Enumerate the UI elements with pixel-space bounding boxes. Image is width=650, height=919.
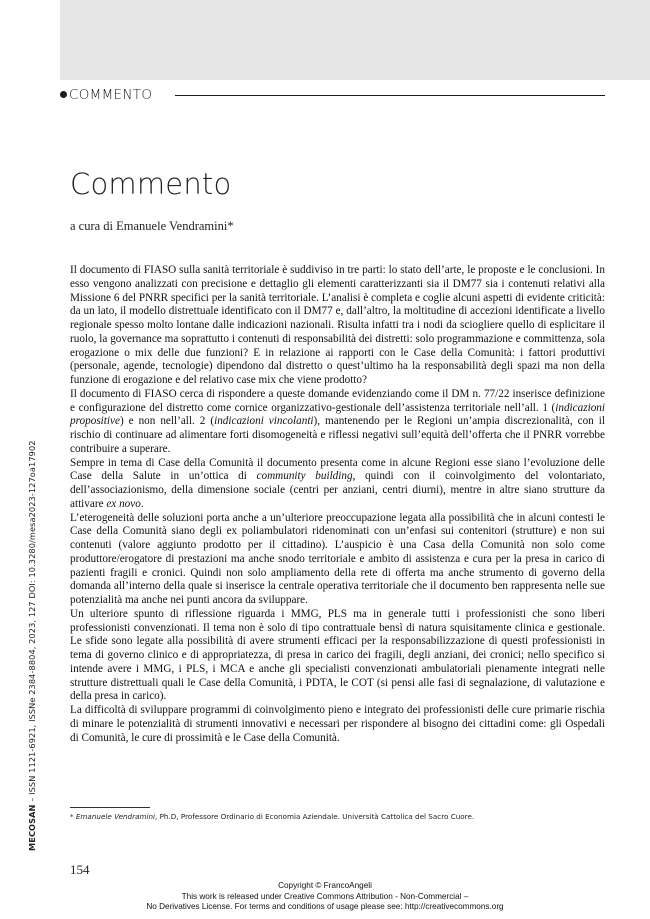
- paragraph-text: La difficoltà di sviluppare programmi di coinvolgimento pieno e integrato dei professionisti delle cure primarie rischia di minare le potenzialità di strumenti innovativi e necessari per rispondere al bisogno dei cittadini come: gli Ospedali di Comunità, le cure di prossimità e le Case della Comunità.: [70, 704, 605, 744]
- emphasis-text: community building: [256, 470, 353, 483]
- page-number: 154: [70, 862, 90, 877]
- footnote-divider: [70, 807, 150, 808]
- paragraph-text: ) e non nell’all. 2 (: [119, 415, 215, 428]
- emphasis-text: indicazioni vincolanti: [214, 415, 314, 428]
- section-divider: [175, 95, 605, 96]
- section-header: [60, 86, 605, 104]
- body-paragraph: [70, 512, 605, 608]
- body-paragraph: [70, 457, 605, 512]
- paragraph-text: , quindi con il coinvolgimento del volontariato, dell’associazionismo, della dimensione sociale (centri per anziani, centri diurni), mentre in altre siano strutture da attivare: [70, 470, 605, 510]
- journal-citation: [27, 440, 37, 851]
- journal-name: MECOSAN: [27, 804, 37, 851]
- body-paragraph: [70, 608, 605, 704]
- footnote: [70, 812, 605, 821]
- paragraph-text: Un ulteriore spunto di riflessione riguarda i MMG, PLS ma in generale tutti i professionisti che sono liberi professionisti convenzionati. Il tema non è solo di tipo contrattuale bensì di natura squisitamente clinica e gestionale. Le sfide sono legate alla possibilità di avere strumenti efficaci per la responsabilizzazione di questi professionisti in tema di governo clinico e di appropriatezza, di presa in carico dei fragili, degli anziani, dei cronici; nello specifico si intende avere i MMG, i PLS, i MCA e anche gli specialisti convenzionati ambulatoriali pienamente integrati nelle strutture distrettuali quali le Case della Comunità, i PDTA, le COT (si pensi alle fasi di segnalazione, di valutazione e della presa in carico).: [70, 607, 605, 703]
- paragraph-text: .: [140, 497, 144, 510]
- article-body: [70, 264, 605, 745]
- copyright-line: Copyright © FrancoAngeli: [278, 881, 372, 890]
- footnote-author: Emanuele Vendramini: [75, 812, 156, 821]
- bullet-icon: [60, 91, 67, 98]
- body-paragraph: [70, 704, 605, 745]
- paragraph-text: Sempre in tema di Case della Comunità il documento presenta come in alcune Regioni esse siano l’evoluzione delle Case della Salute in un’ottica di: [70, 456, 605, 483]
- paragraph-text: Il documento di FIASO cerca di rispondere a queste domande evidenziando come il DM n. 77/22 inserisce definizione e configurazione del distretto come cornice organizzativo-gestionale dell’assistenza territoriale nell’all. 1 (: [70, 387, 605, 414]
- paragraph-text: L’eterogeneità delle soluzioni porta anche a un’ulteriore preoccupazione legata alla possibilità che in alcuni contesti le Case della Comunità siano degli ex poliambulatori ridenominati con un’enfasi sui contenitori (strutture) e non sui contenuti (valore aggiunto prodotto per il cittadino). L’auspicio è una Casa della Comunità non solo come produttore/erogatore di prestazioni ma anche snodo territoriale e ambito di assistenza e cura per la presa in carico di pazienti fragili e cronici. Quindi non solo ampliamento della rete di offerta ma anche strumento di governo della domanda all’interno della quale si inserisce la centrale operativa territoriale che il documento ben rappresenta nelle sue potenzialità ma anche nei punti ancora da sviluppare.: [70, 511, 605, 606]
- emphasis-text: indicazioni propositive: [70, 401, 605, 428]
- paragraph-text: ), mantenendo per le Regioni un’ampia discrezionalità, con il rischio di continuare ad alimentare forti disomogeneità e riflessi negativi sull’equità dell’offerta che il PNRR vorrebbe contribuire a superare.: [70, 415, 605, 455]
- license-line: This work is released under Creative Commons Attribution - Non-Commercial –: [181, 891, 469, 901]
- journal-info: – ISSN 1121-6921, ISSNe 2384-8804, 2023, 127 DOI: 10.3280/mesa2023-127oa17902: [27, 440, 37, 805]
- section-label: COMMENTO: [69, 87, 153, 103]
- license-terms-line: No Derivatives License. For terms and conditions of usage please see: http://creativecommons.org: [146, 902, 504, 912]
- paragraph-text: Il documento di FIASO sulla sanità territoriale è suddiviso in tre parti: lo stato dell’arte, le proposte e le conclusioni. In esso vengono analizzati con precisione e dettaglio gli elementi caratterizzanti sia il DM77 sia i contenuti relativi alla Missione 6 del PNRR specifici per la sanità territoriale. L’analisi è completa e coglie alcuni aspetti di evidente criticità: da un lato, il modello distrettuale identificato con il DM77 e, dall’altro, la moltitudine di accezioni identificate a livello regionale spesso molto lontane dalle indicazioni nazionali. Risulta infatti tra i nodi da sciogliere quello di esplicitare il ruolo, la governance ma soprattutto i contenuti di responsabilità dei distretti: solo programmazione e committenza, sola erogazione o mix delle due funzioni? E in relazione ai rapporti con le Case della Comunità: i fattori produttivi (personale, agende, tecnologie) dipendono dal distretto o quest’ultimo ha la responsabilità degli spazi ma non della funzione di erogazione e del relativo case mix che viene prodotto?: [70, 264, 605, 386]
- footnote-text: , Ph.D, Professore Ordinario di Economia Aziendale. Università Cattolica del Sacro Cuore.: [155, 812, 475, 821]
- body-paragraph: [70, 264, 605, 388]
- footnote-marker: *: [70, 812, 76, 821]
- article-byline: a cura di Emanuele Vendramini*: [70, 219, 234, 233]
- emphasis-text: ex novo: [106, 497, 141, 510]
- copyright-notice: [0, 881, 650, 913]
- article-title: Commento: [70, 167, 232, 201]
- header-band: [60, 0, 650, 80]
- body-paragraph: [70, 388, 605, 457]
